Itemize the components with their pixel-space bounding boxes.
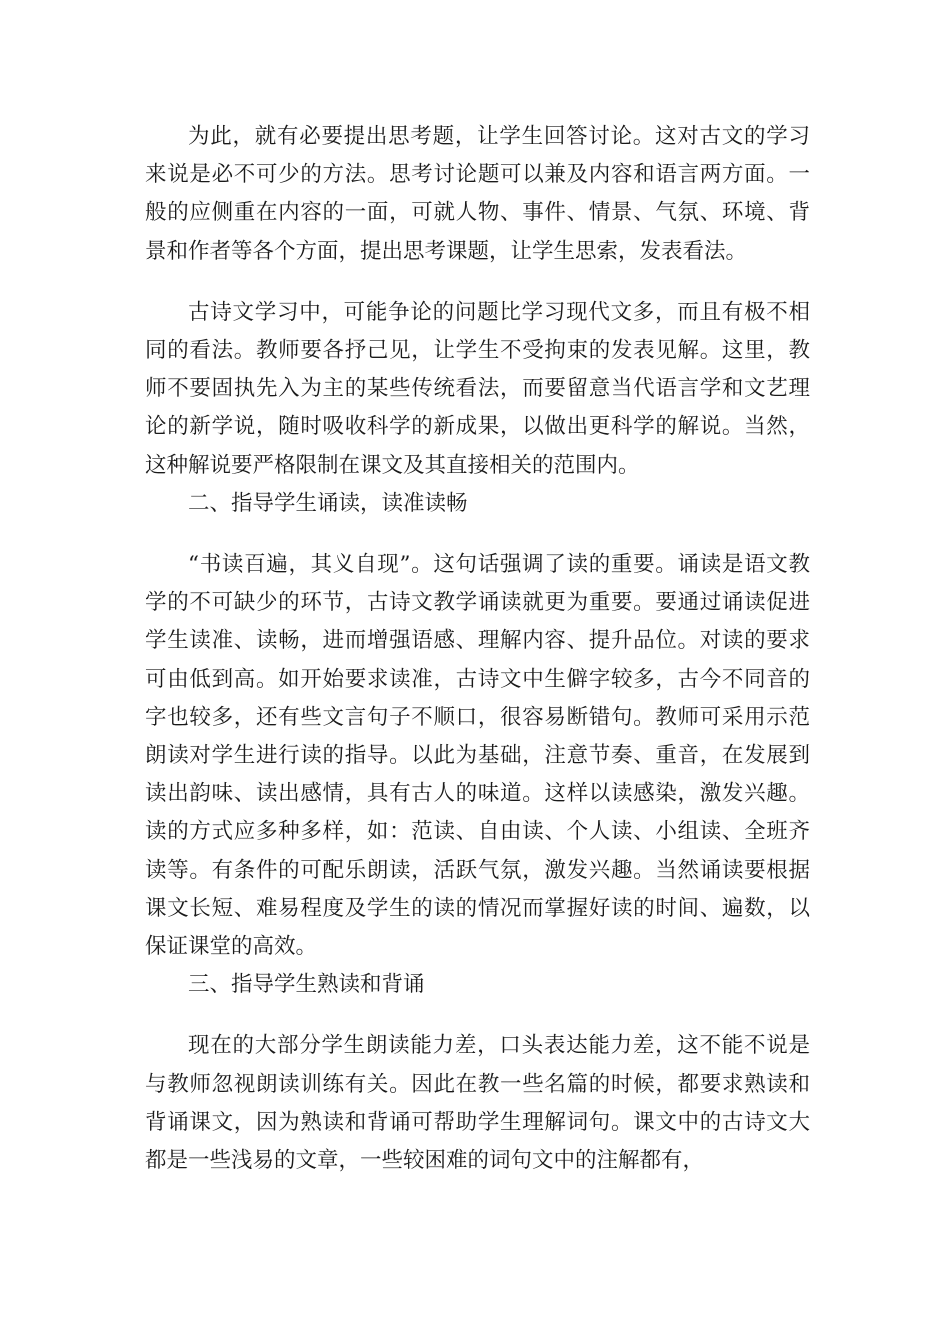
- document-body: [145, 118, 810, 1180]
- paragraph-debate-views: 古诗文学习中，可能争论的问题比学习现代文多，而且有极不相同的看法。教师要各抒己见，让学生不受拘束的发表见解。这里，教师不要固执先入为主的某些传统看法，而要留意当代语言学和文艺理论的新学说，随时吸收科学的新成果，以做出更科学的解说。当然，这种解说要严格限制在课文及其直接相关的范围内。: [145, 299, 810, 478]
- paragraph-discussion-questions: 为此，就有必要提出思考题，让学生回答讨论。这对古文的学习来说是必不可少的方法。思考讨论题可以兼及内容和语言两方面。一般的应侧重在内容的一面，可就人物、事件、情景、气氛、环境、背景和作者等各个方面，提出思考课题，让学生思索，发表看法。: [145, 124, 810, 264]
- section-heading-recitation: 二、指导学生诵读，读准读畅: [188, 490, 468, 516]
- paragraph-memorization: 现在的大部分学生朗读能力差，口头表达能力差，这不能不说是与教师忽视朗读训练有关。因此在教一些名篇的时候，都要求熟读和背诵课文，因为熟读和背诵可帮助学生理解词句。课文中的古诗文大都是一些浅易的文章，一些较困难的词句文中的注解都有，: [145, 1033, 810, 1174]
- section-heading-memorization: 三、指导学生熟读和背诵: [188, 972, 425, 998]
- paragraph-recitation: “书读百遍，其义自现”。这句话强调了读的重要。诵读是语文教学的不可缺少的环节，古诗文教学诵读就更为重要。要通过诵读促进学生读准、读畅，进而增强语感、理解内容、提升品位。对读的要求可由低到高。如开始要求读准，古诗文中生僻字较多，古今不同音的字也较多，还有些文言句子不顺口，很容易断错句。教师可采用示范朗读对学生进行读的指导。以此为基础，注意节奏、重音，在发展到读出韵味、读出感情，具有古人的味道。这样以读感染，激发兴趣。读的方式应多种多样，如：范读、自由读、个人读、小组读、全班齐读等。有条件的可配乐朗读，活跃气氛，激发兴趣。当然诵读要根据课文长短、难易程度及学生的读的情况而掌握好读的时间、遍数，以保证课堂的高效。: [145, 552, 810, 960]
